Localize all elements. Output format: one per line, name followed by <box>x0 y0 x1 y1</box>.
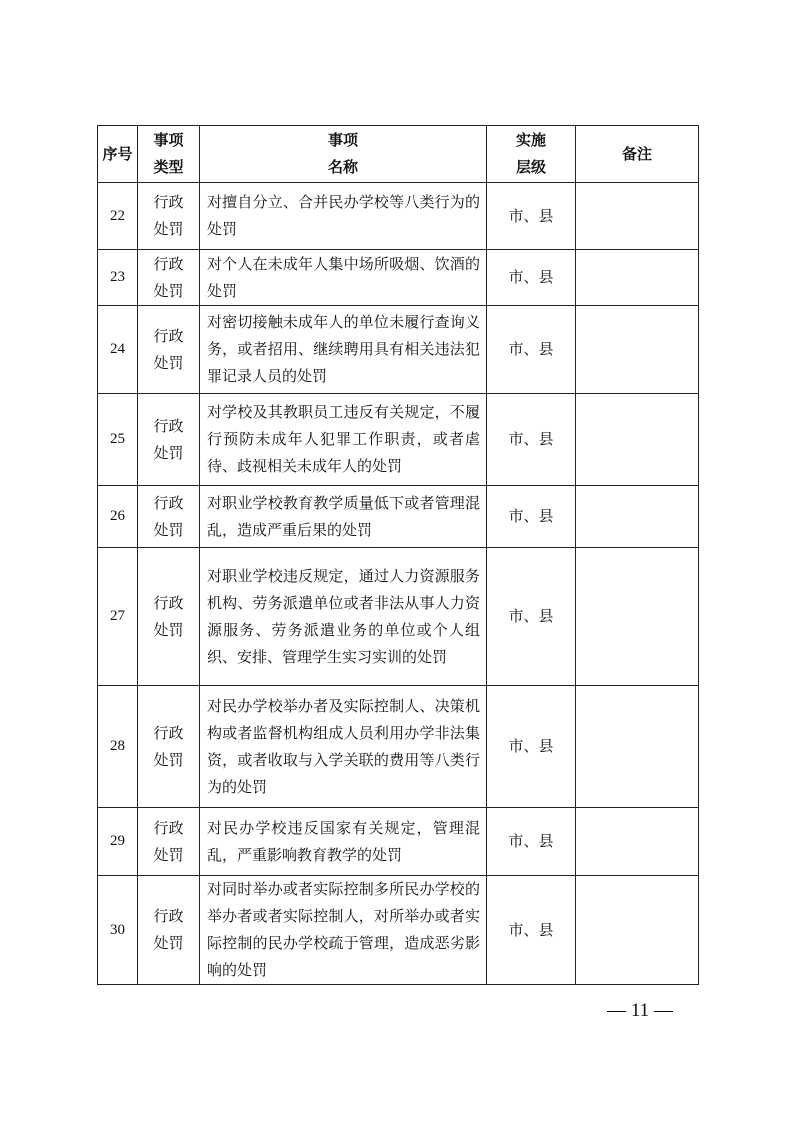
row-name: 对学校及其教职员工违反有关规定，不履行预防未成年人犯罪工作职责，或者虐待、歧视相关未成年人的处罚 <box>200 394 487 486</box>
row-name: 对密切接触未成年人的单位未履行查询义务，或者招用、继续聘用具有相关违法犯罪记录人员的处罚 <box>200 306 487 394</box>
page-number: — 11 — <box>607 1000 673 1021</box>
row-seq: 24 <box>98 306 138 394</box>
row-name: 对个人在未成年人集中场所吸烟、饮酒的处罚 <box>200 250 487 306</box>
row-type: 行政 处罚 <box>138 250 200 306</box>
row-type: 行政 处罚 <box>138 548 200 686</box>
header-level: 实施 层级 <box>487 126 576 183</box>
row-remark <box>576 686 699 808</box>
row-remark <box>576 394 699 486</box>
row-type: 行政 处罚 <box>138 808 200 876</box>
row-level: 市、县 <box>487 394 576 486</box>
row-name: 对同时举办或者实际控制多所民办学校的举办者或者实际控制人，对所举办或者实际控制的民办学校疏于管理，造成恶劣影响的处罚 <box>200 876 487 985</box>
row-remark <box>576 548 699 686</box>
row-seq: 27 <box>98 548 138 686</box>
row-seq: 23 <box>98 250 138 306</box>
row-seq: 25 <box>98 394 138 486</box>
table-row <box>98 486 699 548</box>
table-row <box>98 250 699 306</box>
row-type: 行政 处罚 <box>138 486 200 548</box>
row-remark <box>576 250 699 306</box>
row-type: 行政 处罚 <box>138 394 200 486</box>
row-name: 对民办学校违反国家有关规定，管理混乱，严重影响教育教学的处罚 <box>200 808 487 876</box>
table-row <box>98 808 699 876</box>
row-name: 对擅自分立、合并民办学校等八类行为的处罚 <box>200 183 487 250</box>
header-name: 事项 名称 <box>200 126 487 183</box>
row-level: 市、县 <box>487 183 576 250</box>
row-remark <box>576 306 699 394</box>
row-level: 市、县 <box>487 486 576 548</box>
row-seq: 26 <box>98 486 138 548</box>
row-remark <box>576 876 699 985</box>
row-name: 对职业学校教育教学质量低下或者管理混乱，造成严重后果的处罚 <box>200 486 487 548</box>
row-seq: 22 <box>98 183 138 250</box>
row-seq: 30 <box>98 876 138 985</box>
table-header-row <box>98 126 699 183</box>
row-name: 对民办学校举办者及实际控制人、决策机构或者监督机构组成人员利用办学非法集资，或者收取与入学关联的费用等八类行为的处罚 <box>200 686 487 808</box>
row-level: 市、县 <box>487 548 576 686</box>
row-name: 对职业学校违反规定，通过人力资源服务机构、劳务派遣单位或者非法从事人力资源服务、劳务派遣业务的单位或个人组织、安排、管理学生实习实训的处罚 <box>200 548 487 686</box>
table-row <box>98 394 699 486</box>
row-level: 市、县 <box>487 686 576 808</box>
row-level: 市、县 <box>487 808 576 876</box>
table-row <box>98 686 699 808</box>
row-type: 行政 处罚 <box>138 306 200 394</box>
row-type: 行政 处罚 <box>138 183 200 250</box>
table-row <box>98 306 699 394</box>
table-row <box>98 548 699 686</box>
row-level: 市、县 <box>487 306 576 394</box>
row-level: 市、县 <box>487 876 576 985</box>
row-remark <box>576 486 699 548</box>
row-remark <box>576 808 699 876</box>
row-seq: 28 <box>98 686 138 808</box>
table-row <box>98 183 699 250</box>
administrative-items-table <box>97 125 699 985</box>
row-level: 市、县 <box>487 250 576 306</box>
header-seq: 序号 <box>98 126 138 183</box>
header-type: 事项 类型 <box>138 126 200 183</box>
header-remark: 备注 <box>576 126 699 183</box>
table-row <box>98 876 699 985</box>
row-type: 行政 处罚 <box>138 686 200 808</box>
row-remark <box>576 183 699 250</box>
row-seq: 29 <box>98 808 138 876</box>
row-type: 行政 处罚 <box>138 876 200 985</box>
